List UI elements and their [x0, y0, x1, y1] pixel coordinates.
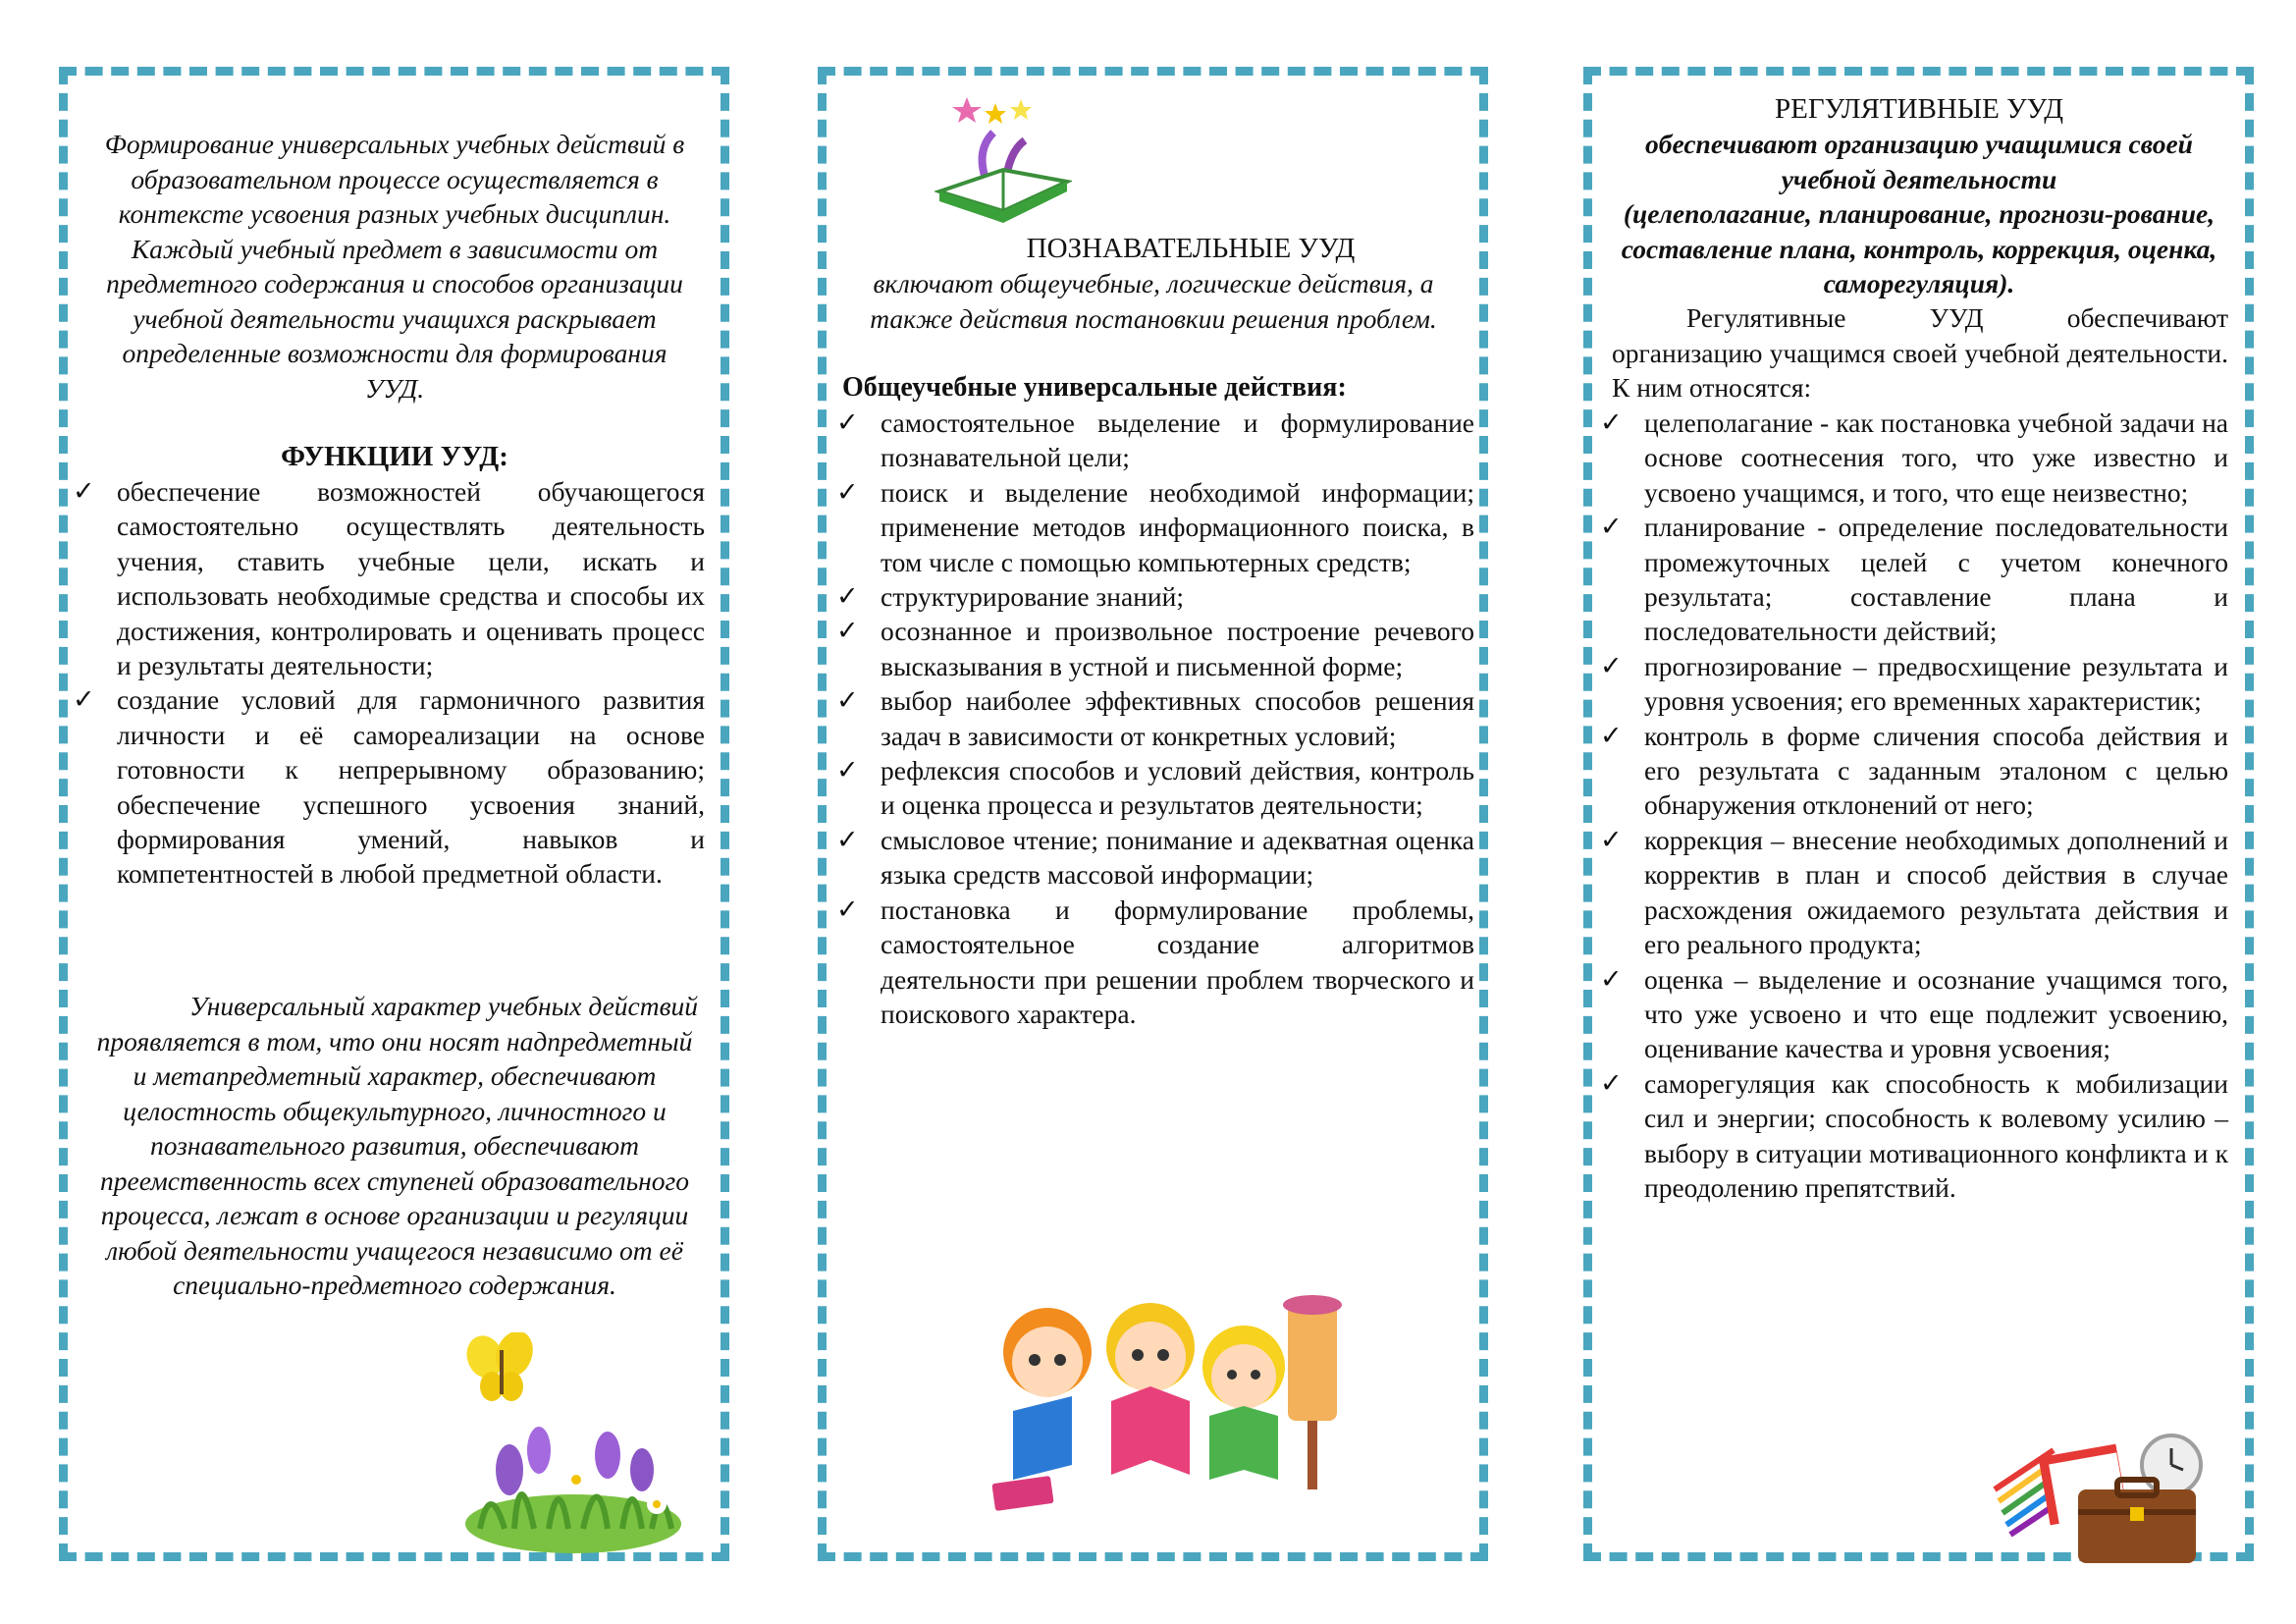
open-book-stars-icon — [934, 93, 1072, 231]
functions-heading: ФУНКЦИИ УУД: — [281, 441, 508, 472]
list-item: ✓ поиск и выделение необходимой информации; применение методов информационного поиска, в том числе с помощью компьютерных средств; — [836, 476, 1474, 577]
conclusion-text: Универсальный характер учебных действий проявляется в том, что они носят надпредметный и метапредметный характер, обеспечивают целостность общекультурного, личностного и познавательного развития, обеспечивают преемственность всех ступеней образовательного процесса, лежат в основе организации и регуляции любой деятельности учащегося независимо от её специально-предметного содержания. — [96, 991, 699, 1300]
list-item: ✓ коррекция – внесение необходимых дополнений и корректив в план и способ действия в случае расхождения ожидаемого результата действия и его реального продукта; — [1600, 824, 2228, 960]
panel-cognitive — [818, 67, 1488, 1561]
list-item: ✓ планирование - определение последовательности промежуточных целей с учетом конечного результата; составление плана и последовательности действий; — [1600, 512, 2228, 647]
list-item: ✓ выбор наиболее эффективных способов решения задач в зависимости от конкретных условий; — [836, 685, 1474, 751]
panel-regulatory — [1583, 67, 2254, 1561]
checkmark-icon: ✓ — [1600, 1067, 1623, 1099]
checkmark-icon: ✓ — [836, 685, 859, 717]
checkmark-icon: ✓ — [1600, 650, 1623, 681]
regulatory-subtitle: обеспечивают организацию учащимися своей учебной деятельности — [1645, 129, 2193, 194]
checkmark-icon: ✓ — [1600, 407, 1623, 438]
list-item: ✓ обеспечение возможностей обучающегося самостоятельно осуществлять деятельность учения, ставить учебные цели, искать и использовать необходимые средства и способы их достижения, контролировать и оценивать процесс и результаты деятельности; — [73, 476, 705, 681]
general-actions-heading: Общеучебные универсальные действия: — [842, 372, 1347, 403]
checkmark-icon: ✓ — [836, 616, 859, 647]
checkmark-icon: ✓ — [836, 893, 859, 925]
checkmark-icon: ✓ — [1600, 824, 1623, 855]
cognitive-heading: ПОЗНАВАТЕЛЬНЫЕ УУД — [1026, 233, 1356, 264]
checkmark-icon: ✓ — [836, 824, 859, 855]
list-item: ✓ прогнозирование – предвосхищение результата и уровня усвоения; его временных характеристик; — [1600, 650, 2228, 717]
list-item: ✓ целеполагание - как постановка учебной задачи на основе соотнесения того, что уже известно и усвоено учащимся, и того, что еще неизвестно; — [1600, 407, 2228, 508]
checkmark-icon: ✓ — [73, 684, 95, 716]
regulatory-subtitle-list: (целеполагание, планирование, прогнози-рование, составление плана, контроль, коррекция, оценка, саморегуляция). — [1621, 198, 2217, 298]
panel-intro-functions — [59, 67, 729, 1561]
checkmark-icon: ✓ — [1600, 720, 1623, 751]
list-item: ✓ саморегуляция как способность к мобилизации сил и энергии; способность к волевому усилию – выбору в ситуации мотивационного конфликта и к преодолению препятствий. — [1600, 1067, 2228, 1203]
checkmark-icon: ✓ — [73, 476, 95, 507]
list-item: ✓ смысловое чтение; понимание и адекватная оценка языка средств массовой информации; — [836, 824, 1474, 891]
functions-list — [73, 474, 705, 892]
list-item: ✓ структурирование знаний; — [836, 579, 1474, 614]
checkmark-icon: ✓ — [836, 581, 859, 613]
cognitive-actions-list — [836, 406, 1474, 1031]
list-item: ✓ самостоятельное выделение и формулирование познавательной цели; — [836, 407, 1474, 473]
checkmark-icon: ✓ — [1600, 512, 1623, 543]
list-item: ✓ контроль в форме сличения способа действия и его результата с заданным эталоном с целью обнаружения отклонений от него; — [1600, 720, 2228, 821]
checkmark-icon: ✓ — [1600, 963, 1623, 995]
checkmark-icon: ✓ — [836, 407, 859, 438]
list-item: ✓ рефлексия способов и условий действия, контроль и оценка процесса и результатов деятельности; — [836, 755, 1474, 821]
list-item: ✓ постановка и формулирование проблемы, самостоятельное создание алгоритмов деятельности при решении проблем творческого и поискового характера. — [836, 893, 1474, 1029]
list-item: ✓ осознанное и произвольное построение речевого высказывания в устной и письменной форме; — [836, 616, 1474, 681]
checkmark-icon: ✓ — [836, 755, 859, 786]
list-item: ✓ оценка – выделение и осознание учащимся того, что уже усвоено и что еще подлежит усвоению, оценивание качества и уровня усвоения; — [1600, 963, 2228, 1064]
regulatory-intro: Регулятивные УУД обеспечивают организацию учащимся своей учебной деятельности. К ним относятся: — [1612, 302, 2228, 403]
regulatory-actions-list — [1600, 406, 2228, 1205]
checkmark-icon: ✓ — [836, 476, 859, 508]
intro-text: Формирование универсальных учебных действий в образовательном процессе осуществляется в контексте усвоения разных учебных дисциплин. Каждый учебный предмет в зависимости от предметного содержания и способов организации учебной деятельности учащихся раскрывает определенные возможности для формирования УУД. — [104, 129, 685, 404]
children-reading-icon — [974, 1283, 1366, 1519]
butterfly-flowers-icon — [460, 1332, 686, 1558]
regulatory-heading: РЕГУЛЯТИВНЫЕ УУД — [1775, 93, 2063, 125]
cognitive-subtitle: включают общеучебные, логические действия, а также действия постановкии решения проблем. — [870, 268, 1437, 334]
school-supplies-briefcase-icon — [1985, 1431, 2220, 1568]
list-item: ✓ создание условий для гармоничного развития личности и её самореализации на основе готовности к непрерывному образованию; обеспечение успешного усвоения знаний, формирования умений, навыков и компетентностей в любой предметной области. — [73, 684, 705, 890]
